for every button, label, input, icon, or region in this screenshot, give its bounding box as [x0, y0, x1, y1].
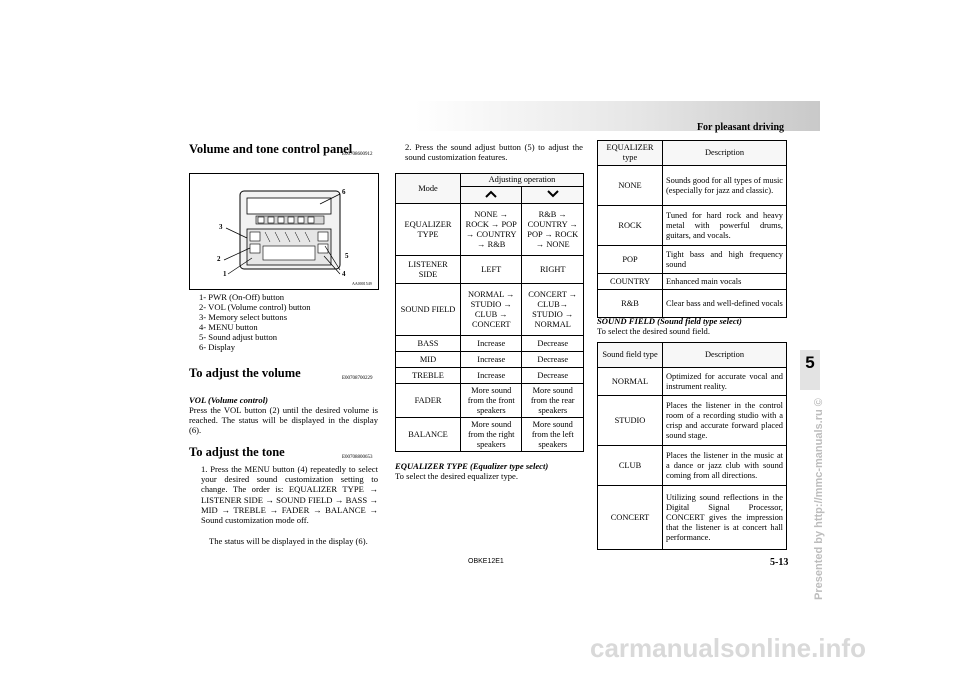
- step-2-text: 2. Press the sound adjust button (5) to adjust the sound customization features.: [405, 142, 583, 163]
- eq-row-desc: Clear bass and well-defined vocals: [663, 290, 787, 318]
- adjust-row-up: Increase: [461, 352, 522, 368]
- sf-row-type: CLUB: [598, 446, 663, 486]
- radio-panel-illustration: [190, 174, 378, 289]
- eq-row: [598, 166, 787, 206]
- sf-row: [598, 486, 787, 550]
- adjust-row: [396, 284, 584, 336]
- adjust-row: [396, 352, 584, 368]
- tone-title: To adjust the tone: [189, 445, 285, 459]
- eq-row-type: POP: [598, 246, 663, 274]
- figure-label-5: 5: [345, 252, 349, 260]
- eq-row-desc: Tuned for hard rock and heavy metal with powerful drums, guitars, and vocals.: [663, 206, 787, 246]
- adjust-row-mode: TREBLE: [396, 368, 461, 384]
- adjust-row-up: NONE → ROCK → POP → COUNTRY → R&B: [461, 204, 522, 256]
- sf-rows: [598, 368, 787, 550]
- adjust-row: [396, 204, 584, 256]
- header-section-title: For pleasant driving: [696, 122, 784, 133]
- chapter-number: 5: [805, 353, 815, 372]
- panel-title: Volume and tone control panel: [189, 142, 353, 156]
- figure-label-6: 6: [342, 188, 346, 196]
- eq-title: EQUALIZER TYPE (Equalizer type select): [395, 461, 549, 471]
- eq-text: To select the desired equalizer type.: [395, 471, 518, 481]
- adjust-row: [396, 384, 584, 418]
- eq-row: [598, 290, 787, 318]
- adjust-row-mode: SOUND FIELD: [396, 284, 461, 336]
- eq-row: [598, 274, 787, 290]
- volume-text: Press the VOL button (2) until the desired volume is reached. The status will be displayed in the display (6).: [189, 405, 378, 436]
- adjust-head-operation: Adjusting operation: [461, 174, 584, 187]
- adjust-row-mode: BASS: [396, 336, 461, 352]
- parts-item-2: 2- VOL (Volume control) button: [199, 302, 311, 312]
- adjust-table: [395, 173, 584, 452]
- adjust-row-mode: BALANCE: [396, 418, 461, 452]
- eq-row-type: R&B: [598, 290, 663, 318]
- volume-title: To adjust the volume: [189, 366, 301, 380]
- side-watermark: Presented by http://mmc-manuals.ru ©: [813, 398, 825, 600]
- sf-row-type: CONCERT: [598, 486, 663, 550]
- adjust-row-up: Increase: [461, 368, 522, 384]
- adjust-rows: [396, 204, 584, 452]
- eq-row-desc: Sounds good for all types of music (especially for jazz and classic).: [663, 166, 787, 206]
- sf-head-desc: Description: [663, 343, 787, 368]
- sound-field-table: [597, 342, 787, 550]
- adjust-row-up: More sound from the right speakers: [461, 418, 522, 452]
- sf-row-desc: Utilizing sound reflections in the Digital Signal Processor, CONCERT gives the impression that the listener is at concert hall performance.: [663, 486, 787, 550]
- figure-label-1: 1: [223, 270, 227, 278]
- eq-rows: [598, 166, 787, 318]
- adjust-row-down: Decrease: [522, 336, 584, 352]
- sf-row-desc: Optimized for accurate vocal and instrument reality.: [663, 368, 787, 396]
- adjust-row-down: More sound from the left speakers: [522, 418, 584, 452]
- adjust-row-mode: EQUALIZER TYPE: [396, 204, 461, 256]
- down-arrow-icon: [522, 187, 584, 204]
- eq-type-table: [597, 140, 787, 318]
- adjust-row-mode: LISTENER SIDE: [396, 256, 461, 284]
- parts-item-3: 3- Memory select buttons: [199, 312, 288, 322]
- eq-row: [598, 206, 787, 246]
- volume-subtitle: VOL (Volume control): [189, 395, 268, 405]
- adjust-head-mode: Mode: [396, 174, 461, 204]
- sf-row-desc: Places the listener in the control room of a recording studio with a crisp and accurate forward placed sound stage.: [663, 396, 787, 446]
- adjust-row-up: LEFT: [461, 256, 522, 284]
- adjust-row-down: Decrease: [522, 352, 584, 368]
- volume-code: E00708700229: [342, 376, 373, 381]
- sound-field-title: SOUND FIELD (Sound field type select): [597, 316, 742, 326]
- tone-code: E00708800653: [342, 455, 373, 460]
- eq-head-desc: Description: [663, 141, 787, 166]
- sf-row: [598, 446, 787, 486]
- sound-field-text: To select the desired sound field.: [597, 326, 710, 336]
- sf-row: [598, 368, 787, 396]
- adjust-row-mode: MID: [396, 352, 461, 368]
- adjust-row-down: CONCERT → CLUB→ STUDIO → NORMAL: [522, 284, 584, 336]
- parts-item-6: 6- Display: [199, 342, 236, 352]
- tone-step-1: 1. Press the MENU button (4) repeatedly to select your desired sound customization setting to change. The order is: EQUALIZER TYPE → LISTENER SIDE → SOUND FIELD → BASS → MID → TREBLE → FADER → BALANCE → Sound customization mode off.: [201, 464, 378, 526]
- eq-head-type: EQUALIZER type: [598, 141, 663, 166]
- footer-watermark: carmanualsonline.info: [590, 633, 866, 663]
- adjust-row: [396, 368, 584, 384]
- adjust-row-down: Decrease: [522, 368, 584, 384]
- sf-row-desc: Places the listener in the music at a dance or jazz club with sound coming from all directions.: [663, 446, 787, 486]
- adjust-row: [396, 418, 584, 452]
- page-number: 5-13: [770, 557, 789, 568]
- figure-label-3: 3: [219, 223, 223, 231]
- adjust-row-down: More sound from the rear speakers: [522, 384, 584, 418]
- adjust-row-down: RIGHT: [522, 256, 584, 284]
- sf-head-type: Sound field type: [598, 343, 663, 368]
- footer-code: OBKE12E1: [468, 558, 504, 565]
- adjust-row: [396, 336, 584, 352]
- panel-title-code: E00708600912: [342, 152, 373, 157]
- adjust-row-up: More sound from the front speakers: [461, 384, 522, 418]
- figure-code: AA0001549: [352, 281, 372, 286]
- radio-figure: [189, 173, 379, 290]
- figure-label-2: 2: [217, 255, 221, 263]
- adjust-row-down: R&B → COUNTRY → POP → ROCK → NONE: [522, 204, 584, 256]
- parts-item-5: 5- Sound adjust button: [199, 332, 278, 342]
- eq-row-type: COUNTRY: [598, 274, 663, 290]
- adjust-row: [396, 256, 584, 284]
- parts-item-4: 4- MENU button: [199, 322, 258, 332]
- up-arrow-icon: [461, 187, 522, 204]
- sf-row: [598, 396, 787, 446]
- figure-label-4: 4: [342, 270, 346, 278]
- eq-row: [598, 246, 787, 274]
- tone-step-1-note: The status will be displayed in the display (6).: [209, 536, 368, 546]
- adjust-row-mode: FADER: [396, 384, 461, 418]
- eq-row-desc: Tight bass and high frequency sound: [663, 246, 787, 274]
- sf-row-type: STUDIO: [598, 396, 663, 446]
- adjust-row-up: NORMAL → STUDIO → CLUB → CONCERT: [461, 284, 522, 336]
- parts-item-1: 1- PWR (On-Off) button: [199, 292, 285, 302]
- eq-row-desc: Enhanced main vocals: [663, 274, 787, 290]
- adjust-row-up: Increase: [461, 336, 522, 352]
- sf-row-type: NORMAL: [598, 368, 663, 396]
- eq-row-type: NONE: [598, 166, 663, 206]
- eq-row-type: ROCK: [598, 206, 663, 246]
